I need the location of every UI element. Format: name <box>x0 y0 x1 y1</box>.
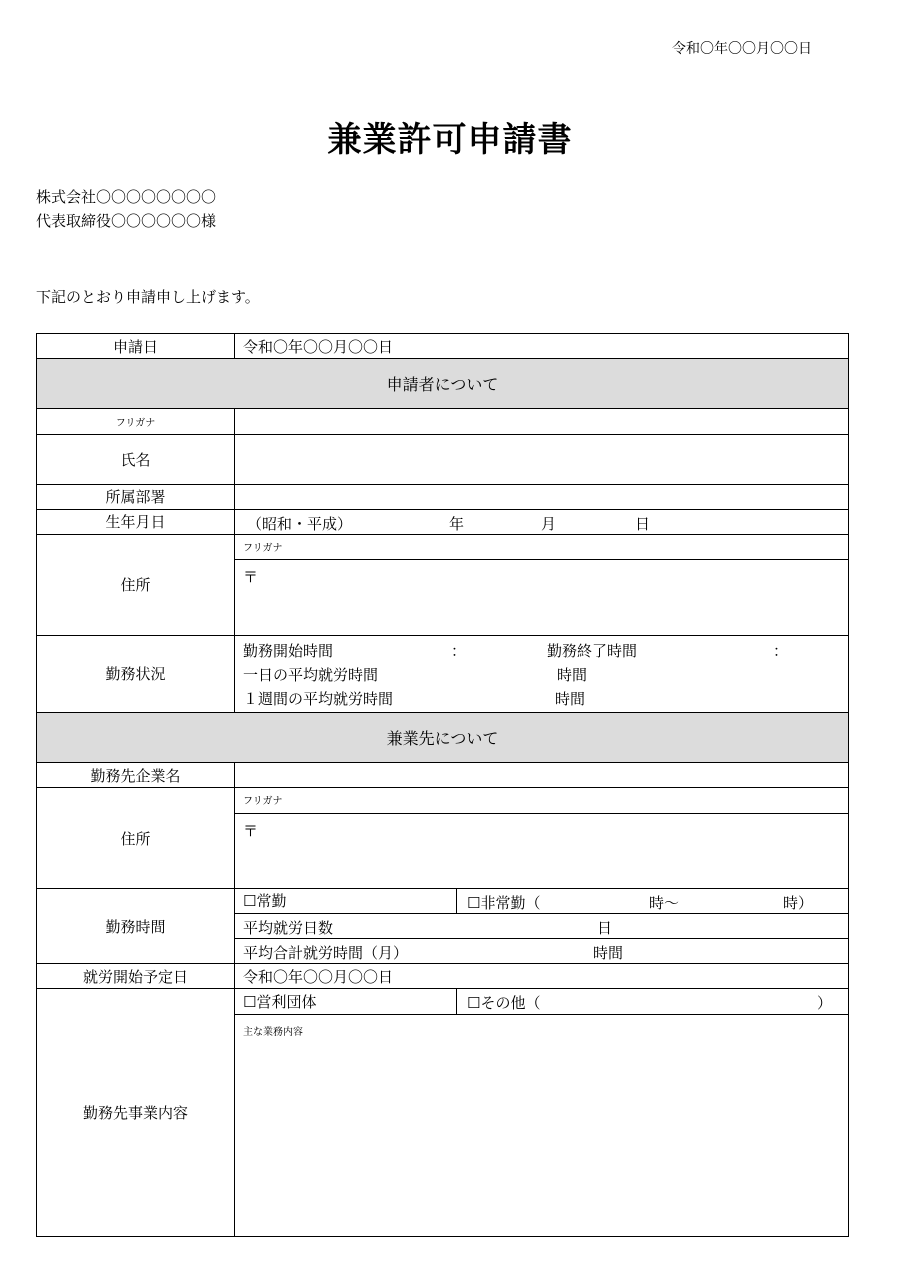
addressee-company: 株式会社〇〇〇〇〇〇〇〇 <box>36 188 217 206</box>
application-form <box>36 333 849 1237</box>
work-end-label: 勤務終了時間 <box>547 641 638 660</box>
birthdate-day-unit: 日 <box>635 514 651 533</box>
section-applicant-row <box>37 359 849 409</box>
other-field[interactable] <box>457 989 849 1014</box>
row-company-name <box>37 763 849 788</box>
address-furigana-field[interactable] <box>235 535 849 560</box>
department-label: 所属部署 <box>37 484 235 509</box>
parttime-field[interactable] <box>457 888 849 913</box>
start-date-label: 就労開始予定日 <box>37 964 235 989</box>
other-close-paren: ） <box>817 994 833 1013</box>
side-address-furigana-label: フリガナ <box>243 796 283 808</box>
section-side-job-row <box>37 712 849 762</box>
row-furigana <box>37 409 849 434</box>
side-address-label: 住所 <box>37 788 235 889</box>
work-start-colon: ： <box>451 641 467 660</box>
intro-text: 下記のとおり申請申し上げます。 <box>36 288 260 306</box>
row-department <box>37 484 849 509</box>
main-business-field[interactable] <box>235 1014 849 1236</box>
department-field[interactable] <box>235 484 849 509</box>
work-status-field[interactable] <box>235 635 849 712</box>
row-work-hours-type <box>37 888 849 913</box>
document-title: 兼業許可申請書 <box>327 120 573 160</box>
side-postal-mark: 〒 <box>243 821 259 840</box>
business-label: 勤務先事業内容 <box>37 989 235 1237</box>
address-label: 住所 <box>37 535 235 636</box>
work-hours-label: 勤務時間 <box>37 888 235 963</box>
avg-days-label: 平均就労日数 <box>243 919 334 938</box>
side-address-field[interactable] <box>235 813 849 888</box>
address-field[interactable] <box>235 560 849 635</box>
postal-mark: 〒 <box>243 568 259 587</box>
parttime-checkbox[interactable]: ☐非常勤（ <box>467 893 541 912</box>
main-business-label: 主な業務内容 <box>243 1026 303 1038</box>
row-start-date <box>37 964 849 989</box>
document-date: 令和〇年〇〇月〇〇日 <box>672 41 812 57</box>
birthdate-year-unit: 年 <box>449 514 465 533</box>
company-name-label: 勤務先企業名 <box>37 763 235 788</box>
addressee-person: 代表取締役〇〇〇〇〇〇様 <box>36 212 217 230</box>
start-date-value[interactable]: 令和〇年〇〇月〇〇日 <box>235 964 849 989</box>
daily-avg-label: 一日の平均就労時間 <box>243 665 379 684</box>
application-date-value[interactable]: 令和〇年〇〇月〇〇日 <box>235 334 849 359</box>
row-application-date <box>37 334 849 359</box>
furigana-label: フリガナ <box>37 409 235 434</box>
fulltime-checkbox[interactable]: ☐常勤 <box>235 888 457 913</box>
row-birthdate <box>37 509 849 534</box>
row-business-type <box>37 989 849 1014</box>
avg-days-field[interactable] <box>235 914 849 939</box>
address-furigana-label: フリガナ <box>243 543 283 555</box>
section-side-job-header: 兼業先について <box>37 712 849 762</box>
row-address-furigana <box>37 535 849 560</box>
birthdate-label: 生年月日 <box>37 509 235 534</box>
name-label: 氏名 <box>37 434 235 484</box>
avg-total-hours-unit: 時間 <box>593 944 624 963</box>
row-work-status <box>37 635 849 712</box>
row-name <box>37 434 849 484</box>
parttime-to-unit: 時） <box>783 893 814 912</box>
avg-days-unit: 日 <box>597 919 613 938</box>
other-checkbox[interactable]: ☐その他（ <box>467 994 541 1013</box>
birthdate-field[interactable] <box>235 509 849 534</box>
parttime-from-unit: 時〜 <box>649 893 680 912</box>
row-side-address-furigana <box>37 788 849 813</box>
weekly-avg-unit: 時間 <box>555 689 586 708</box>
work-status-label: 勤務状況 <box>37 635 235 712</box>
application-date-label: 申請日 <box>37 334 235 359</box>
for-profit-checkbox[interactable]: ☐営利団体 <box>235 989 457 1014</box>
side-address-furigana-field[interactable] <box>235 788 849 813</box>
work-start-label: 勤務開始時間 <box>243 641 334 660</box>
work-end-colon: ： <box>773 641 789 660</box>
avg-total-hours-field[interactable] <box>235 939 849 964</box>
avg-total-hours-label: 平均合計就労時間（月） <box>243 944 409 963</box>
name-field[interactable] <box>235 434 849 484</box>
weekly-avg-label: １週間の平均就労時間 <box>243 689 394 708</box>
section-applicant-header: 申請者について <box>37 359 849 409</box>
birthdate-month-unit: 月 <box>541 514 557 533</box>
furigana-field[interactable] <box>235 409 849 434</box>
company-name-field[interactable] <box>235 763 849 788</box>
daily-avg-unit: 時間 <box>557 665 588 684</box>
birthdate-era: （昭和・平成） <box>247 514 353 533</box>
